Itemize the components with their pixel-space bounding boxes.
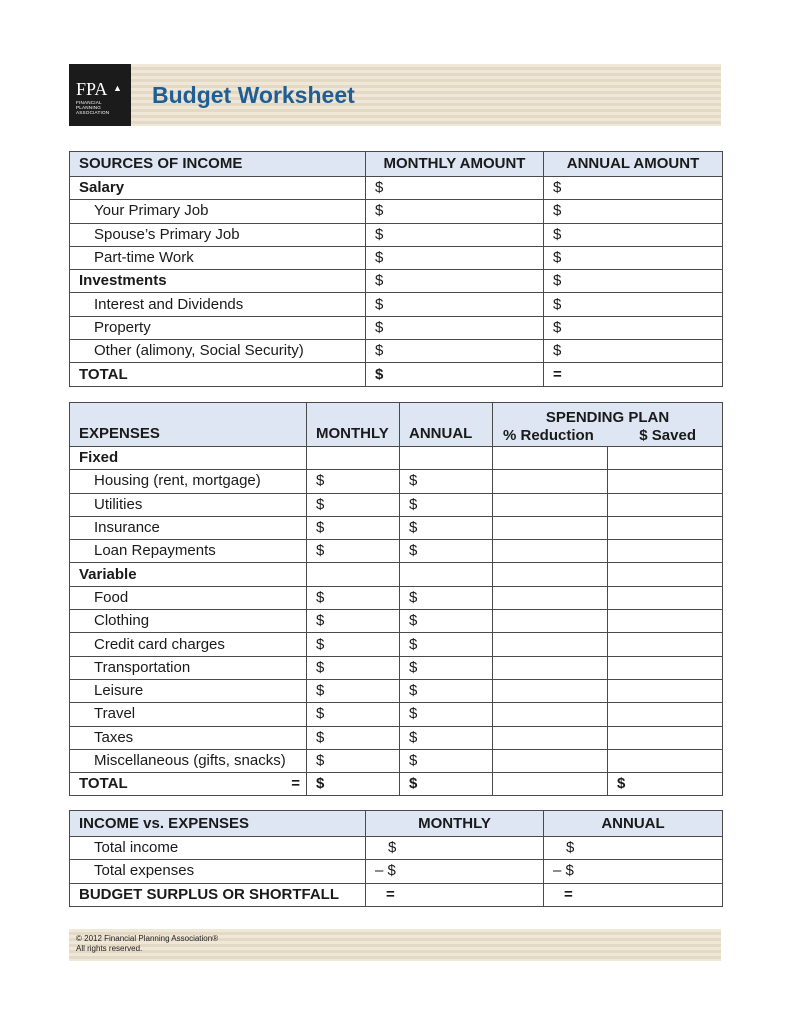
expense-label: Credit card charges (70, 633, 307, 656)
income-annual-cell[interactable]: $ (544, 200, 723, 223)
table-row (70, 726, 723, 749)
expenses-total-label: TOTAL (79, 775, 128, 793)
ie-annual-cell[interactable]: – $ (544, 860, 723, 883)
table-row (70, 563, 723, 586)
saved-cell[interactable] (608, 493, 723, 516)
saved-total-cell[interactable]: $ (608, 773, 723, 796)
ie-col-label: INCOME vs. EXPENSES (70, 811, 366, 837)
expense-monthly-cell[interactable]: $ (307, 493, 400, 516)
ie-row-label: Total expenses (70, 860, 366, 883)
expense-annual-cell[interactable]: $ (400, 726, 493, 749)
table-row (70, 837, 723, 860)
expense-label: Insurance (70, 516, 307, 539)
income-row-label: Investments (70, 270, 366, 293)
expense-label: Miscellaneous (gifts, snacks) (70, 749, 307, 772)
saved-cell[interactable] (608, 540, 723, 563)
expenses-col-monthly: MONTHLY (307, 403, 400, 447)
expense-annual-cell[interactable]: $ (400, 679, 493, 702)
spending-plan-header (493, 403, 723, 447)
saved-cell[interactable] (608, 726, 723, 749)
reduction-cell[interactable] (493, 493, 608, 516)
income-row-label: Part-time Work (70, 246, 366, 269)
expense-monthly-cell[interactable]: $ (307, 749, 400, 772)
table-row (70, 493, 723, 516)
income-row-label: Salary (70, 177, 366, 200)
income-annual-cell[interactable]: $ (544, 293, 723, 316)
expense-annual-cell[interactable]: $ (400, 516, 493, 539)
income-annual-cell[interactable]: $ (544, 223, 723, 246)
reduction-total-cell[interactable] (493, 773, 608, 796)
expense-annual-cell[interactable]: $ (400, 470, 493, 493)
expense-monthly-cell[interactable]: $ (307, 703, 400, 726)
expense-label: Transportation (70, 656, 307, 679)
table-row (70, 516, 723, 539)
rights-text: All rights reserved. (76, 944, 143, 953)
income-monthly-cell[interactable]: $ (366, 246, 544, 269)
logo-letters: FPA (76, 79, 108, 99)
expense-monthly-cell[interactable]: $ (307, 540, 400, 563)
expenses-col-annual: ANNUAL (400, 403, 493, 447)
expenses-total-monthly[interactable]: $ (307, 773, 400, 796)
ie-row-label: Total income (70, 837, 366, 860)
footer (69, 929, 721, 961)
expense-label: Food (70, 586, 307, 609)
expense-annual-cell[interactable]: $ (400, 633, 493, 656)
table-row (70, 470, 723, 493)
saved-cell[interactable] (608, 586, 723, 609)
expense-annual-cell[interactable]: $ (400, 493, 493, 516)
expense-annual-cell[interactable]: $ (400, 703, 493, 726)
table-row (70, 293, 723, 316)
table-row (70, 749, 723, 772)
income-monthly-cell[interactable]: $ (366, 200, 544, 223)
income-monthly-cell[interactable]: $ (366, 177, 544, 200)
income-col-annual: ANNUAL AMOUNT (544, 152, 723, 177)
income-total-annual[interactable]: = (544, 363, 723, 386)
table-row (70, 270, 723, 293)
expense-label: Loan Repayments (70, 540, 307, 563)
fixed-section-label: Fixed (70, 447, 307, 470)
income-row-label: Spouse’s Primary Job (70, 223, 366, 246)
income-col-monthly: MONTHLY AMOUNT (366, 152, 544, 177)
table-row (70, 610, 723, 633)
reduction-cell[interactable] (493, 749, 608, 772)
expense-monthly-cell[interactable]: $ (307, 610, 400, 633)
income-monthly-cell[interactable]: $ (366, 316, 544, 339)
fpa-logo (69, 64, 131, 126)
logo-subtitle: FINANCIAL PLANNING ASSOCIATION (76, 100, 110, 115)
table-row (70, 200, 723, 223)
saved-cell[interactable] (608, 679, 723, 702)
surplus-label: BUDGET SURPLUS OR SHORTFALL (70, 883, 366, 906)
income-monthly-cell[interactable]: $ (366, 270, 544, 293)
income-total-monthly[interactable]: $ (366, 363, 544, 386)
saved-cell[interactable] (608, 470, 723, 493)
reduction-cell[interactable] (493, 470, 608, 493)
income-annual-cell[interactable]: $ (544, 316, 723, 339)
income-annual-cell[interactable]: $ (544, 270, 723, 293)
reduction-cell[interactable] (493, 679, 608, 702)
reduction-cell[interactable] (493, 703, 608, 726)
expense-annual-cell[interactable]: $ (400, 656, 493, 679)
logo-star-icon: ▲ (113, 83, 122, 93)
expenses-total-equals: = (291, 775, 300, 793)
income-row-label: Property (70, 316, 366, 339)
expense-monthly-cell[interactable]: $ (307, 656, 400, 679)
expense-annual-cell[interactable]: $ (400, 749, 493, 772)
table-row (70, 223, 723, 246)
table-row (70, 246, 723, 269)
saved-cell[interactable] (608, 516, 723, 539)
income-header-row (70, 152, 723, 177)
table-row (70, 860, 723, 883)
reduction-cell[interactable] (493, 540, 608, 563)
table-row (70, 540, 723, 563)
expense-annual-cell[interactable]: $ (400, 586, 493, 609)
table-row (70, 586, 723, 609)
expense-label: Clothing (70, 610, 307, 633)
income-annual-cell[interactable]: $ (544, 340, 723, 363)
expenses-col-label: EXPENSES (70, 403, 307, 447)
spending-plan-title: SPENDING PLAN (545, 409, 670, 426)
income-total-row (70, 363, 723, 386)
saved-col-header: $ Saved (639, 427, 696, 444)
table-row (70, 656, 723, 679)
copyright-text: © 2012 Financial Planning Association® (76, 934, 219, 943)
reduction-cell[interactable] (493, 656, 608, 679)
ie-annual-cell[interactable]: $ (544, 837, 723, 860)
saved-cell[interactable] (608, 703, 723, 726)
expense-label: Travel (70, 703, 307, 726)
saved-cell[interactable] (608, 633, 723, 656)
reduction-cell[interactable] (493, 586, 608, 609)
surplus-monthly[interactable]: = (366, 883, 544, 906)
expense-annual-cell[interactable]: $ (400, 540, 493, 563)
ie-col-annual: ANNUAL (544, 811, 723, 837)
saved-cell[interactable] (608, 749, 723, 772)
ie-surplus-row (70, 883, 723, 906)
saved-cell[interactable] (608, 656, 723, 679)
reduction-col-header: % Reduction (503, 427, 594, 444)
income-monthly-cell[interactable]: $ (366, 340, 544, 363)
expense-monthly-cell[interactable]: $ (307, 726, 400, 749)
expense-monthly-cell[interactable]: $ (307, 470, 400, 493)
income-row-label: Your Primary Job (70, 200, 366, 223)
table-row (70, 177, 723, 200)
income-monthly-cell[interactable]: $ (366, 293, 544, 316)
ie-header-row (70, 811, 723, 837)
expense-label: Housing (rent, mortgage) (70, 470, 307, 493)
ie-monthly-cell[interactable]: $ (366, 837, 544, 860)
table-row (70, 447, 723, 470)
saved-cell[interactable] (608, 610, 723, 633)
income-row-label: Other (alimony, Social Security) (70, 340, 366, 363)
income-table (69, 151, 723, 387)
expense-monthly-cell[interactable]: $ (307, 586, 400, 609)
page-title: Budget Worksheet (152, 82, 355, 108)
expenses-header-row (70, 403, 723, 447)
variable-section-label: Variable (70, 563, 307, 586)
table-row (70, 340, 723, 363)
reduction-cell[interactable] (493, 610, 608, 633)
income-annual-cell[interactable]: $ (544, 177, 723, 200)
expense-label: Taxes (70, 726, 307, 749)
income-row-label: Interest and Dividends (70, 293, 366, 316)
ie-col-monthly: MONTHLY (366, 811, 544, 837)
income-monthly-cell[interactable]: $ (366, 223, 544, 246)
income-vs-expenses-table (69, 810, 723, 907)
expense-label: Utilities (70, 493, 307, 516)
expense-label: Leisure (70, 679, 307, 702)
reduction-cell[interactable] (493, 633, 608, 656)
table-row (70, 679, 723, 702)
expense-annual-cell[interactable]: $ (400, 610, 493, 633)
table-row (70, 316, 723, 339)
expense-monthly-cell[interactable]: $ (307, 516, 400, 539)
income-col-label: SOURCES OF INCOME (70, 152, 366, 177)
income-total-label: TOTAL (70, 363, 366, 386)
table-row (70, 633, 723, 656)
reduction-cell[interactable] (493, 516, 608, 539)
surplus-annual[interactable]: = (544, 883, 723, 906)
reduction-cell[interactable] (493, 726, 608, 749)
expenses-total-annual[interactable]: $ (400, 773, 493, 796)
expense-monthly-cell[interactable]: $ (307, 633, 400, 656)
expense-monthly-cell[interactable]: $ (307, 679, 400, 702)
expenses-total-row (70, 773, 723, 796)
expenses-table (69, 402, 723, 796)
ie-monthly-cell[interactable]: – $ (366, 860, 544, 883)
income-annual-cell[interactable]: $ (544, 246, 723, 269)
table-row (70, 703, 723, 726)
